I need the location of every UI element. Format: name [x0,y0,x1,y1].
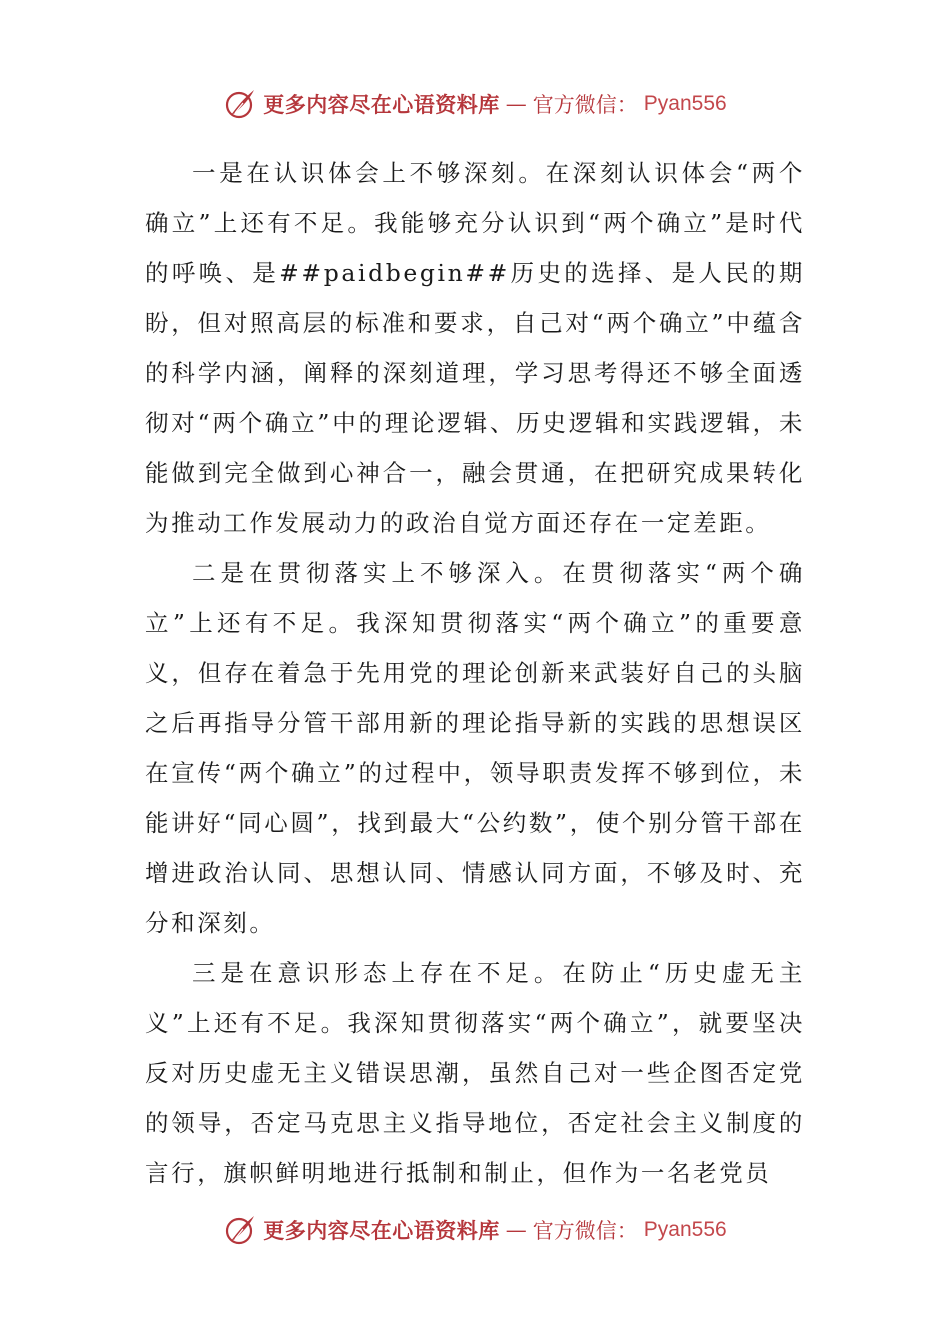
footer-banner [0,1208,950,1252]
quill-pen-logo-icon [223,87,257,121]
banner-wechat-id: Pyan556 [643,1218,727,1241]
banner-brand-text: 更多内容尽在心语资料库 [263,92,500,117]
banner-separator: — [505,1218,527,1242]
paragraph-2: 二是在贯彻落实上不够深入。在贯彻落实“两个确立”上还有不足。我深知贯彻落实“两个确立”的重要意义，但存在着急于先用党的理论创新来武装好自己的头脑之后再指导分管干部用新的理论指导新的实践的思想误区在宣传“两个确立”的过程中，领导职责发挥不够到位，未能讲好“同心圆”，找到最大“公约数”，使个别分管干部在增进政治认同、思想认同、情感认同方面，不够及时、充分和深刻。 [145,559,805,937]
paragraph-3: 三是在意识形态上存在不足。在防止“历史虚无主义”上还有不足。我深知贯彻落实“两个确立”，就要坚决反对历史虚无主义错误思潮，虽然自己对一些企图否定党的领导，否定马克思主义指导地位，否定社会主义制度的言行，旗帜鲜明地进行抵制和制止，但作为一名老党员 [145,959,805,1187]
banner-wechat-id: Pyan556 [643,92,727,115]
header-banner [0,82,950,126]
banner-separator: — [505,92,527,116]
document-body [145,148,805,1198]
banner-wechat-label: 官方微信： [532,93,638,117]
banner-wechat-label: 官方微信： [532,1219,638,1243]
quill-pen-logo-icon [223,1213,257,1247]
paragraph-1: 一是在认识体会上不够深刻。在深刻认识体会“两个确立”上还有不足。我能够充分认识到“两个确立”是时代的呼唤、是##paidbegin##历史的选择、是人民的期盼，但对照高层的标准和要求，自己对“两个确立”中蕴含的科学内涵，阐释的深刻道理，学习思考得还不够全面透彻对“两个确立”中的理论逻辑、历史逻辑和实践逻辑，未能做到完全做到心神合一，融会贯通，在把研究成果转化为推动工作发展动力的政治自觉方面还存在一定差距。 [145,159,805,537]
banner-brand-text: 更多内容尽在心语资料库 [263,1218,500,1243]
